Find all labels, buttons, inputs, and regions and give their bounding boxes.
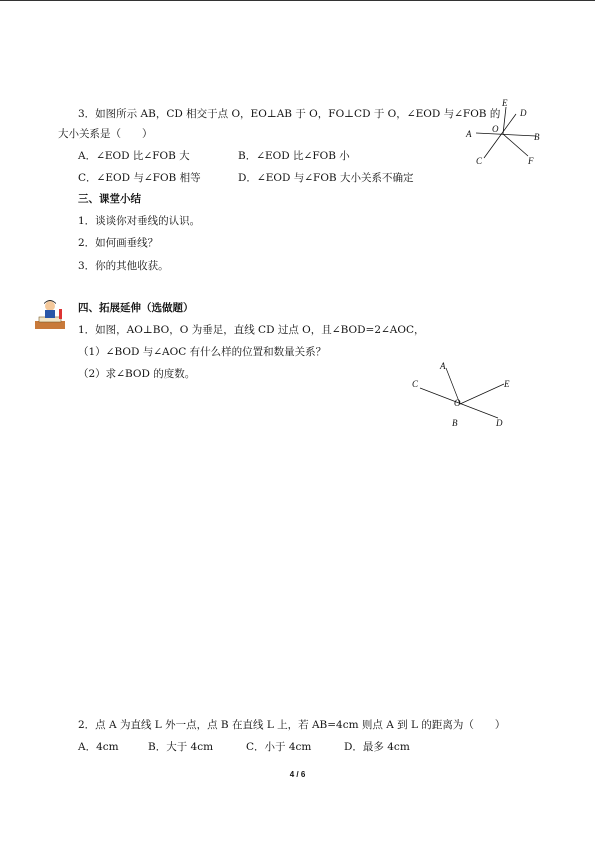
q3-stem-line2: 大小关系是（ ） — [58, 128, 153, 140]
ext-label-c: C — [412, 379, 419, 389]
q3-figure — [462, 94, 546, 172]
summary-item-1: 1．谈谈你对垂线的认识。 — [78, 215, 201, 227]
header-rule — [0, 0, 595, 1]
extension-q1-part2: （2）求∠BOD 的度数。 — [78, 368, 196, 380]
ext-label-o: O — [454, 398, 461, 408]
q3-option-b: B．∠EOD 比∠FOB 小 — [238, 150, 350, 162]
q3-label-o: O — [492, 124, 499, 134]
q3-option-d: D．∠EOD 与∠FOB 大小关系不确定 — [238, 172, 414, 184]
extension-q1-part1: （1）∠BOD 与∠AOC 有什么样的位置和数量关系？ — [78, 346, 327, 358]
reading-student-icon — [33, 297, 67, 331]
page-number: 4 / 6 — [289, 770, 306, 779]
extension-q1-stem: 1．如图，AO⊥BO，O 为垂足，直线 CD 过点 O，且∠BOD=2∠AOC， — [78, 324, 425, 336]
summary-item-2: 2．如何画垂线？ — [78, 237, 159, 249]
q2-option-d: D．最多 4cm — [344, 741, 410, 753]
q2-option-c: C．小于 4cm — [246, 741, 312, 753]
q3-option-c: C．∠EOD 与∠FOB 相等 — [78, 172, 201, 184]
ext-label-d: D — [496, 418, 503, 428]
summary-item-3: 3．你的其他收获。 — [78, 260, 169, 272]
q2-option-b: B．大于 4cm — [148, 741, 214, 753]
q3-label-a: A — [466, 129, 472, 139]
q3-label-e: E — [502, 98, 508, 108]
q2-option-a: A．4cm — [78, 741, 119, 753]
q3-option-a: A．∠EOD 比∠FOB 大 — [78, 150, 190, 162]
q3-label-c: C — [476, 156, 483, 166]
extension-figure — [408, 360, 520, 430]
ext-label-a: A — [440, 361, 446, 371]
extension-heading: 四、拓展延伸（选做题） — [78, 302, 194, 314]
ext-label-e: E — [504, 379, 510, 389]
ext-label-b: B — [452, 418, 458, 428]
q3-label-b: B — [534, 132, 540, 142]
q3-label-f: F — [528, 156, 534, 166]
q3-stem-line1: 3．如图所示 AB，CD 相交于点 O，EO⊥AB 于 O，FO⊥CD 于 O，∠EOD 与∠FOB 的 — [78, 108, 501, 120]
q3-label-d: D — [520, 108, 527, 118]
summary-heading: 三、课堂小结 — [78, 193, 141, 205]
q2-stem: 2．点 A 为直线 L 外一点，点 B 在直线 L 上，若 AB=4cm 则点 A 到 L 的距离为（ ） — [78, 719, 506, 731]
